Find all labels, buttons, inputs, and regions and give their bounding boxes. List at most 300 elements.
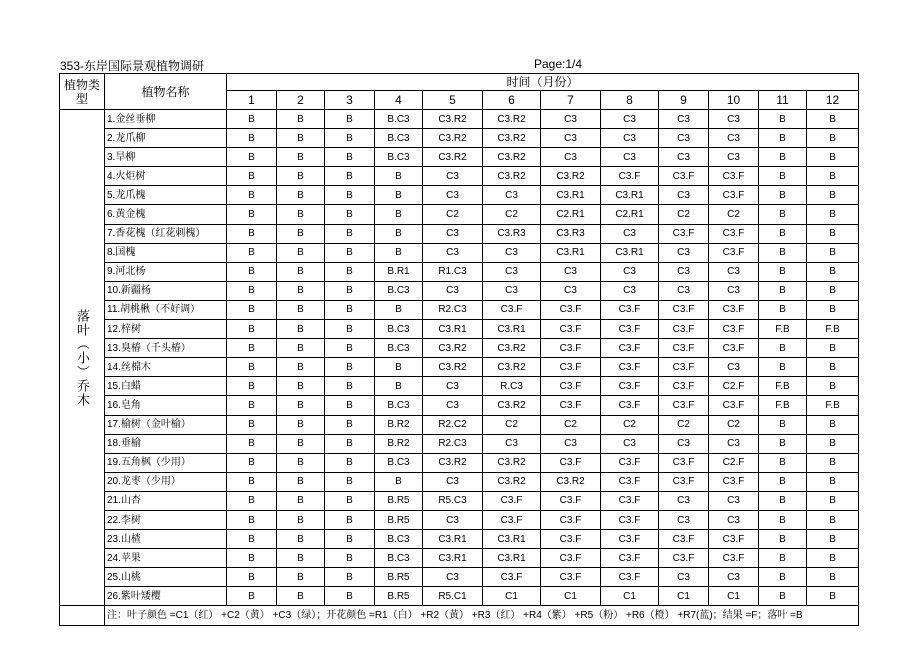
- status-cell: B: [277, 549, 325, 568]
- document-title: 353-东岸国际景观植物调研: [60, 59, 205, 73]
- plant-name-cell: 1.金丝垂柳: [105, 110, 227, 129]
- status-cell: C3.R2: [541, 167, 601, 186]
- status-cell: C3: [709, 510, 759, 529]
- status-cell: B: [325, 415, 375, 434]
- plant-name-cell: 25.山桃: [105, 568, 227, 587]
- status-cell: B: [759, 224, 807, 243]
- month-header: 1: [227, 91, 277, 110]
- table-row: [60, 434, 859, 453]
- plant-name-cell: 26.紫叶矮樱: [105, 587, 227, 606]
- status-cell: B: [277, 415, 325, 434]
- status-cell: C2: [483, 205, 541, 224]
- status-cell: B: [807, 510, 859, 529]
- status-cell: B: [375, 358, 423, 377]
- status-cell: B: [277, 148, 325, 167]
- status-cell: C2.R1: [541, 205, 601, 224]
- status-cell: C3: [659, 110, 709, 129]
- status-cell: B.C3: [375, 320, 423, 339]
- plant-name-cell: 12.梓树: [105, 320, 227, 339]
- table-row: [60, 453, 859, 472]
- status-cell: B: [759, 262, 807, 281]
- status-cell: C3: [659, 186, 709, 205]
- status-cell: B: [807, 415, 859, 434]
- status-cell: C3.R1: [601, 186, 659, 205]
- status-cell: C3.F: [659, 377, 709, 396]
- status-cell: B.C3: [375, 530, 423, 549]
- status-cell: C3.R1: [483, 320, 541, 339]
- status-cell: B: [277, 262, 325, 281]
- status-cell: B: [759, 434, 807, 453]
- status-cell: B: [325, 205, 375, 224]
- table-row: [60, 358, 859, 377]
- status-cell: B: [277, 129, 325, 148]
- status-cell: C3: [709, 129, 759, 148]
- status-cell: B: [277, 300, 325, 319]
- status-cell: C3.F: [709, 167, 759, 186]
- status-cell: C3.F: [709, 186, 759, 205]
- status-cell: B: [227, 281, 277, 300]
- status-cell: B: [807, 110, 859, 129]
- status-cell: C3: [483, 262, 541, 281]
- status-cell: C3.F: [541, 510, 601, 529]
- status-cell: B: [277, 587, 325, 606]
- status-cell: C3.F: [541, 491, 601, 510]
- status-cell: C3: [601, 262, 659, 281]
- status-cell: B: [227, 186, 277, 205]
- status-cell: C3.F: [601, 396, 659, 415]
- plant-name-cell: 19.五角枫（少用）: [105, 453, 227, 472]
- status-cell: C2: [659, 205, 709, 224]
- time-header: 时间（月份）: [227, 74, 859, 91]
- status-cell: B: [807, 224, 859, 243]
- status-cell: C3.F: [601, 472, 659, 491]
- status-cell: B.R5: [375, 510, 423, 529]
- plant-name-cell: 7.香花槐（红花刺槐）: [105, 224, 227, 243]
- status-cell: C3.R2: [483, 472, 541, 491]
- status-cell: F.B: [759, 320, 807, 339]
- status-cell: B: [759, 243, 807, 262]
- plant-type-label: 落叶（小）乔木: [75, 308, 90, 407]
- status-cell: B.C3: [375, 453, 423, 472]
- status-cell: B: [277, 243, 325, 262]
- status-cell: C3.R1: [423, 530, 483, 549]
- status-cell: B: [277, 434, 325, 453]
- status-cell: C3.R2: [483, 358, 541, 377]
- plant-name-cell: 9.河北杨: [105, 262, 227, 281]
- status-cell: F.B: [759, 377, 807, 396]
- status-cell: C3.R2: [483, 148, 541, 167]
- status-cell: B: [227, 587, 277, 606]
- status-cell: B: [277, 186, 325, 205]
- status-cell: C3.F: [541, 358, 601, 377]
- status-cell: C3.R2: [423, 129, 483, 148]
- status-cell: C3: [541, 129, 601, 148]
- status-cell: B: [227, 453, 277, 472]
- status-cell: B: [759, 148, 807, 167]
- status-cell: B.R2: [375, 434, 423, 453]
- status-cell: C2: [423, 205, 483, 224]
- status-cell: B: [759, 167, 807, 186]
- page-number: Page:1/4: [534, 57, 583, 71]
- status-cell: C3.F: [601, 300, 659, 319]
- status-cell: B: [759, 339, 807, 358]
- table-row: [60, 320, 859, 339]
- status-cell: C3: [659, 262, 709, 281]
- status-cell: B: [227, 491, 277, 510]
- status-cell: C3.R1: [423, 320, 483, 339]
- status-cell: C3.F: [541, 530, 601, 549]
- status-cell: C3: [423, 568, 483, 587]
- status-cell: C3: [423, 281, 483, 300]
- status-cell: C3.F: [659, 320, 709, 339]
- status-cell: B: [277, 320, 325, 339]
- status-cell: C3.F: [601, 377, 659, 396]
- status-cell: B: [325, 148, 375, 167]
- status-cell: C3.F: [601, 530, 659, 549]
- status-cell: B: [807, 262, 859, 281]
- table-row: [60, 300, 859, 319]
- status-cell: C3.R1: [483, 549, 541, 568]
- status-cell: C3.F: [601, 167, 659, 186]
- status-cell: C3.R2: [483, 396, 541, 415]
- status-cell: C3: [601, 110, 659, 129]
- status-cell: B: [277, 281, 325, 300]
- status-cell: C3.R1: [483, 530, 541, 549]
- plant-name-cell: 14.丝棉木: [105, 358, 227, 377]
- status-cell: B: [807, 587, 859, 606]
- status-cell: C3.F: [601, 320, 659, 339]
- status-cell: C3: [601, 129, 659, 148]
- status-cell: C3.F: [709, 339, 759, 358]
- status-cell: B: [325, 396, 375, 415]
- table-row: [60, 415, 859, 434]
- status-cell: B: [759, 453, 807, 472]
- plant-name-cell: 2.龙爪柳: [105, 129, 227, 148]
- status-cell: C3.R1: [541, 243, 601, 262]
- month-header: 5: [423, 91, 483, 110]
- status-cell: R2.C3: [423, 434, 483, 453]
- status-cell: C3: [423, 377, 483, 396]
- plant-name-cell: 15.白蜡: [105, 377, 227, 396]
- plant-name-cell: 16.皂角: [105, 396, 227, 415]
- status-cell: B: [227, 300, 277, 319]
- status-cell: B: [325, 434, 375, 453]
- status-cell: B.R2: [375, 415, 423, 434]
- status-cell: C3.R2: [483, 110, 541, 129]
- table-row: [60, 472, 859, 491]
- status-cell: B: [807, 530, 859, 549]
- status-cell: C3.F: [659, 339, 709, 358]
- status-cell: B: [227, 110, 277, 129]
- status-cell: B: [759, 491, 807, 510]
- status-cell: B: [807, 549, 859, 568]
- status-cell: C3: [423, 167, 483, 186]
- status-cell: B: [227, 396, 277, 415]
- status-cell: C2: [709, 415, 759, 434]
- plant-name-cell: 24.苹果: [105, 549, 227, 568]
- status-cell: B: [375, 243, 423, 262]
- status-cell: C2.F: [709, 377, 759, 396]
- plant-name-cell: 13.臭椿（千头椿）: [105, 339, 227, 358]
- status-cell: B: [375, 224, 423, 243]
- status-cell: B: [227, 358, 277, 377]
- status-cell: F.B: [759, 396, 807, 415]
- status-cell: C3.R3: [541, 224, 601, 243]
- status-cell: C3: [709, 148, 759, 167]
- status-cell: C3.F: [709, 320, 759, 339]
- status-cell: B: [277, 110, 325, 129]
- status-cell: B: [325, 530, 375, 549]
- status-cell: R.C3: [483, 377, 541, 396]
- status-cell: C3.F: [601, 510, 659, 529]
- month-header: 7: [541, 91, 601, 110]
- status-cell: C3: [601, 281, 659, 300]
- status-cell: B: [759, 530, 807, 549]
- status-cell: B: [759, 110, 807, 129]
- status-cell: C3.F: [541, 568, 601, 587]
- status-cell: R2.C2: [423, 415, 483, 434]
- status-cell: C3.R2: [423, 453, 483, 472]
- table-row: [60, 568, 859, 587]
- status-cell: B: [807, 377, 859, 396]
- status-cell: C3: [709, 262, 759, 281]
- status-cell: C3.F: [659, 530, 709, 549]
- status-cell: F.B: [807, 396, 859, 415]
- status-cell: C3.F: [483, 510, 541, 529]
- month-header: 11: [759, 91, 807, 110]
- status-cell: C3.F: [659, 358, 709, 377]
- status-cell: C3.F: [541, 453, 601, 472]
- status-cell: B: [325, 262, 375, 281]
- status-cell: C3: [423, 396, 483, 415]
- status-cell: R5.C1: [423, 587, 483, 606]
- plant-type-header: 植物类型: [60, 74, 105, 110]
- status-cell: B: [807, 453, 859, 472]
- status-cell: C3.F: [659, 224, 709, 243]
- status-cell: C3: [541, 434, 601, 453]
- status-cell: C3.F: [709, 549, 759, 568]
- status-cell: C3.R2: [423, 339, 483, 358]
- status-cell: B: [325, 453, 375, 472]
- plant-name-cell: 8.国槐: [105, 243, 227, 262]
- plant-name-header: 植物名称: [105, 74, 227, 110]
- legend-row: [60, 606, 859, 625]
- status-cell: B: [227, 320, 277, 339]
- table-row: [60, 281, 859, 300]
- status-cell: B: [807, 300, 859, 319]
- status-cell: C3: [423, 186, 483, 205]
- status-cell: B: [759, 129, 807, 148]
- status-cell: C3.F: [541, 396, 601, 415]
- status-cell: B.R1: [375, 262, 423, 281]
- status-cell: B: [807, 243, 859, 262]
- status-cell: B: [759, 510, 807, 529]
- status-cell: C2: [709, 205, 759, 224]
- status-cell: B: [759, 568, 807, 587]
- status-cell: C3: [483, 281, 541, 300]
- status-cell: B: [227, 568, 277, 587]
- status-cell: C3.R1: [423, 549, 483, 568]
- status-cell: C1: [483, 587, 541, 606]
- status-cell: C3: [659, 568, 709, 587]
- status-cell: C3.R1: [601, 243, 659, 262]
- status-cell: C3.F: [541, 300, 601, 319]
- status-cell: B: [325, 377, 375, 396]
- status-cell: B: [277, 491, 325, 510]
- status-cell: C3.R2: [483, 167, 541, 186]
- status-cell: C3.F: [659, 472, 709, 491]
- status-cell: B: [227, 377, 277, 396]
- legend-blank-cell: [60, 606, 105, 625]
- status-cell: C3: [659, 491, 709, 510]
- status-cell: C1: [659, 587, 709, 606]
- month-header: 12: [807, 91, 859, 110]
- status-cell: C3: [709, 358, 759, 377]
- status-cell: B: [325, 587, 375, 606]
- status-cell: B: [325, 224, 375, 243]
- plant-name-cell: 21.山杏: [105, 491, 227, 510]
- status-cell: C3.F: [709, 300, 759, 319]
- status-cell: B: [759, 300, 807, 319]
- status-cell: B: [375, 377, 423, 396]
- status-cell: C3.R2: [423, 148, 483, 167]
- status-cell: B: [759, 587, 807, 606]
- status-cell: B: [375, 472, 423, 491]
- status-cell: C3: [483, 434, 541, 453]
- status-cell: B: [277, 453, 325, 472]
- status-cell: B: [325, 243, 375, 262]
- status-cell: C3.R2: [483, 453, 541, 472]
- status-cell: C3.F: [483, 568, 541, 587]
- status-cell: C3: [541, 110, 601, 129]
- status-cell: C3: [659, 243, 709, 262]
- status-cell: B: [325, 358, 375, 377]
- status-cell: B: [807, 358, 859, 377]
- status-cell: C3: [541, 262, 601, 281]
- status-cell: C3.F: [709, 243, 759, 262]
- status-cell: B: [759, 205, 807, 224]
- status-cell: B.C3: [375, 396, 423, 415]
- status-cell: F.B: [807, 320, 859, 339]
- status-cell: C2: [659, 415, 709, 434]
- status-cell: C3: [709, 434, 759, 453]
- status-cell: B: [807, 472, 859, 491]
- month-header: 8: [601, 91, 659, 110]
- table-row: [60, 530, 859, 549]
- status-cell: B: [227, 148, 277, 167]
- status-cell: B: [325, 472, 375, 491]
- status-cell: C3.F: [601, 568, 659, 587]
- table-row: [60, 224, 859, 243]
- status-cell: C1: [601, 587, 659, 606]
- plant-name-cell: 17.榆树（金叶榆）: [105, 415, 227, 434]
- status-cell: B: [807, 186, 859, 205]
- status-cell: B: [277, 224, 325, 243]
- status-cell: B: [325, 491, 375, 510]
- status-cell: C3: [659, 148, 709, 167]
- status-cell: R5.C3: [423, 491, 483, 510]
- status-cell: B.C3: [375, 339, 423, 358]
- status-cell: C3: [423, 243, 483, 262]
- status-cell: B: [807, 491, 859, 510]
- status-cell: C3.F: [709, 530, 759, 549]
- status-cell: C1: [541, 587, 601, 606]
- status-cell: C3.F: [541, 377, 601, 396]
- table-row: [60, 377, 859, 396]
- status-cell: C3.R2: [483, 339, 541, 358]
- status-cell: B: [325, 549, 375, 568]
- status-cell: R1.C3: [423, 262, 483, 281]
- plant-type-cell: [60, 110, 105, 606]
- status-cell: B: [759, 186, 807, 205]
- table-row: [60, 262, 859, 281]
- status-cell: C3.F: [541, 320, 601, 339]
- status-cell: B: [375, 300, 423, 319]
- status-cell: C3.R2: [423, 110, 483, 129]
- status-cell: C3.F: [659, 453, 709, 472]
- status-cell: B: [277, 339, 325, 358]
- month-header: 2: [277, 91, 325, 110]
- table-row: [60, 205, 859, 224]
- status-cell: B: [325, 339, 375, 358]
- plant-name-cell: 11.胡桃楸（不好调）: [105, 300, 227, 319]
- status-cell: C3: [709, 568, 759, 587]
- status-cell: C2: [483, 415, 541, 434]
- status-cell: C2: [601, 415, 659, 434]
- status-cell: B: [227, 472, 277, 491]
- status-cell: B: [807, 339, 859, 358]
- status-cell: B.C3: [375, 148, 423, 167]
- plant-name-cell: 5.龙爪槐: [105, 186, 227, 205]
- table-row: [60, 491, 859, 510]
- status-cell: B: [277, 568, 325, 587]
- status-cell: C3.F: [541, 549, 601, 568]
- status-cell: C3.F: [601, 491, 659, 510]
- status-cell: C3.R3: [483, 224, 541, 243]
- table-row: [60, 549, 859, 568]
- status-cell: C3: [601, 224, 659, 243]
- status-cell: B: [277, 510, 325, 529]
- status-cell: B: [277, 167, 325, 186]
- status-cell: C1: [709, 587, 759, 606]
- status-cell: B: [277, 472, 325, 491]
- status-cell: B.C3: [375, 549, 423, 568]
- month-header: 10: [709, 91, 759, 110]
- status-cell: C3.F: [709, 396, 759, 415]
- status-cell: C3: [709, 281, 759, 300]
- plant-name-cell: 10.新疆杨: [105, 281, 227, 300]
- plant-name-cell: 20.龙枣（少用）: [105, 472, 227, 491]
- status-cell: C3: [541, 148, 601, 167]
- status-cell: R2.C3: [423, 300, 483, 319]
- status-cell: B: [277, 396, 325, 415]
- status-cell: C3.F: [601, 453, 659, 472]
- table-row: [60, 243, 859, 262]
- status-cell: C3: [659, 281, 709, 300]
- status-cell: C3: [709, 110, 759, 129]
- table-row: [60, 186, 859, 205]
- plant-name-cell: 6.黄金槐: [105, 205, 227, 224]
- status-cell: C3.F: [541, 339, 601, 358]
- status-cell: B: [325, 320, 375, 339]
- status-cell: B: [807, 167, 859, 186]
- status-cell: C3: [423, 472, 483, 491]
- status-cell: B.C3: [375, 129, 423, 148]
- status-cell: B: [375, 186, 423, 205]
- month-header: 6: [483, 91, 541, 110]
- status-cell: B: [807, 434, 859, 453]
- status-cell: B.R5: [375, 587, 423, 606]
